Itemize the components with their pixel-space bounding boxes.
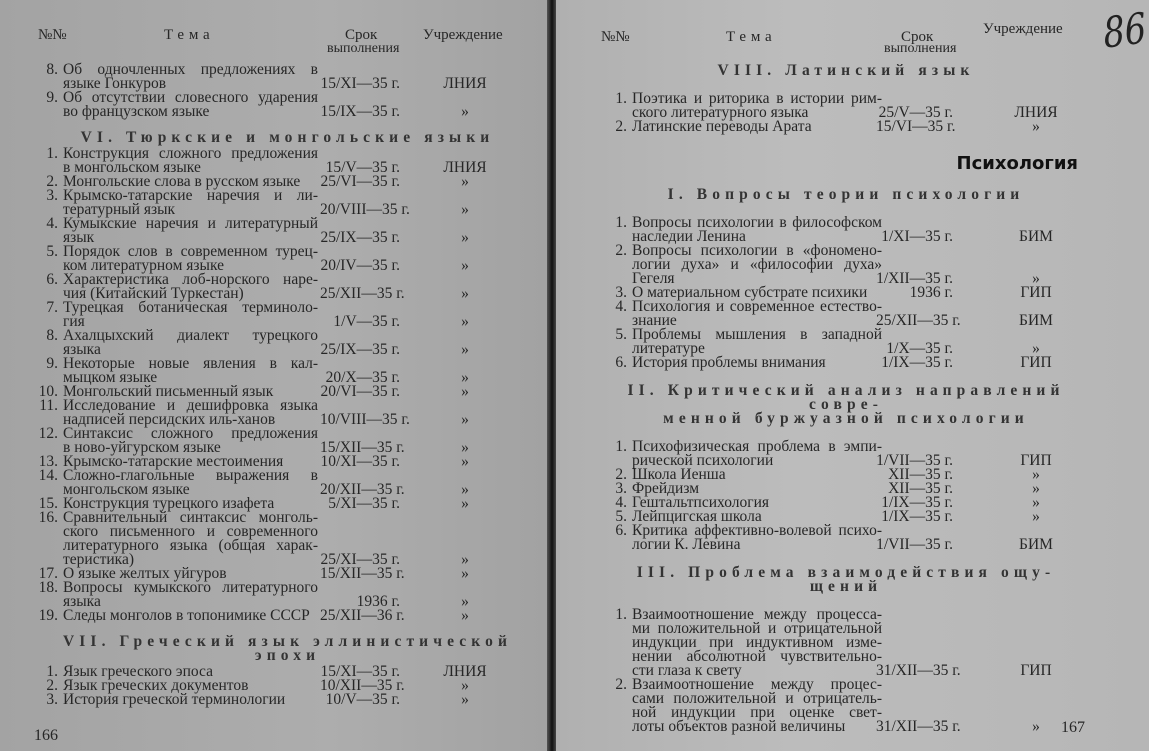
entry-institution: ЛНИЯ: [1014, 104, 1058, 121]
entry-topic-line: Об одночленных предложениях в: [63, 61, 318, 78]
entry-institution: »: [461, 439, 469, 456]
entry-deadline: 1/XII—35 г.: [876, 270, 953, 287]
entry-topic-line: знание: [632, 312, 677, 329]
entry-number: 6.: [46, 271, 58, 288]
entry-topic-line: Язык греческих документов: [63, 677, 249, 694]
entry-institution: »: [461, 453, 469, 470]
entry-number: 2.: [615, 242, 627, 259]
entry-number: 2.: [615, 466, 627, 483]
entry-deadline: 20/VI—35 г.: [320, 383, 400, 400]
topic-entry: [0, 357, 549, 385]
entry-topic: [63, 301, 318, 329]
entry-topic-line: Гегеля: [632, 270, 675, 287]
entry-deadline: 20/X—35 г.: [325, 369, 400, 386]
entry-institution: »: [461, 229, 469, 246]
entry-institution: »: [461, 411, 469, 428]
entry-topic-line: Вопросы психологии в «фономено-: [632, 242, 882, 259]
entry-deadline: 15/V—35 г.: [325, 159, 400, 176]
entry-topic-line: Порядок слов в современном турец-: [63, 243, 318, 260]
entry-topic-line: Синтаксис сложного предложения: [63, 425, 318, 442]
entry-deadline: 15/XII—35 г.: [320, 565, 405, 582]
entry-topic-line: Ахалцыхский диалект турецкого: [63, 327, 318, 344]
section-heading-line: VIII. Латинский язык: [717, 62, 975, 79]
right-page: [556, 0, 1149, 751]
entry-topic-line: Крымско-татарские наречия и ли-: [63, 187, 318, 204]
entry-institution: БИМ: [1019, 228, 1053, 245]
entry-deadline: 1936 г.: [909, 284, 953, 301]
entry-topic-line: в монгольском языке: [63, 159, 201, 176]
entry-topic-line: Монгольский письменный язык: [63, 383, 274, 400]
topic-entry: [0, 511, 549, 567]
entry-topic-line: Характеристика лоб-норского наре-: [63, 271, 318, 288]
entry-deadline: 10/XII—35 г.: [320, 677, 405, 694]
entry-number: 6.: [615, 522, 627, 539]
entry-deadline: 31/XII—35 г.: [876, 718, 961, 735]
entry-institution: »: [461, 551, 469, 568]
entry-number: 17.: [38, 565, 58, 582]
entry-deadline: 20/XII—35 г.: [320, 481, 405, 498]
entry-deadline: 15/XI—35 г.: [320, 75, 400, 92]
entry-deadline: 1/VII—35 г.: [876, 452, 953, 469]
section-heading-line: менной буржуазной психологии: [663, 410, 1029, 427]
entry-number: 18.: [38, 579, 58, 596]
entry-topic: [63, 581, 318, 609]
entry-number: 5.: [615, 508, 627, 525]
topic-entry: [0, 693, 549, 707]
entry-topic-line: Взаимоотношение между процес-: [632, 676, 882, 693]
entry-number: 1.: [615, 606, 627, 623]
entry-institution: »: [461, 495, 469, 512]
entry-topic-line: лоты объектов разной величины: [632, 718, 846, 735]
topic-entry: [0, 581, 549, 609]
topic-entry: [0, 301, 549, 329]
entry-topic: [632, 120, 882, 134]
section-heading: [596, 566, 1096, 594]
entry-topic-line: Фрейдизм: [632, 480, 700, 497]
entry-topic-line: мыцком языке: [63, 369, 158, 386]
entry-number: 1.: [46, 663, 58, 680]
entry-institution: »: [1032, 340, 1040, 357]
entry-institution: »: [461, 201, 469, 218]
section-heading: [596, 188, 1096, 202]
entry-deadline: 15/XI—35 г.: [320, 663, 400, 680]
topic-entry: [0, 147, 549, 175]
entry-deadline: 10/VIII—35 г.: [320, 411, 410, 428]
entry-topic-line: Конструкция сложного предложения: [63, 145, 318, 162]
entry-topic: [63, 147, 318, 175]
entry-number: 1.: [615, 90, 627, 107]
entry-institution: »: [1032, 270, 1040, 287]
entry-topic: [63, 693, 318, 707]
entry-topic-line: О языке желтых уйгуров: [63, 565, 227, 582]
entry-institution: ЛНИЯ: [443, 159, 487, 176]
header-topic: Тема: [726, 29, 777, 45]
page-number: 166: [34, 727, 58, 744]
entry-institution: »: [461, 341, 469, 358]
entry-topic: [63, 357, 318, 385]
entry-topic-line: Латинские переводы Арата: [632, 118, 812, 135]
entry-topic: [63, 91, 318, 119]
entry-number: 10.: [38, 383, 58, 400]
section-heading-line: VI. Тюркские и монгольские языки: [80, 129, 495, 146]
entry-number: 3.: [615, 480, 627, 497]
entry-deadline: 1/IX—35 г.: [881, 494, 953, 511]
topic-entry: [0, 329, 549, 357]
topic-entry: [0, 189, 549, 217]
entry-number: 5.: [615, 326, 627, 343]
topic-entry: [556, 92, 1149, 120]
section-heading: [596, 384, 1096, 426]
left-page: [0, 0, 549, 751]
entry-number: 15.: [38, 495, 58, 512]
entry-institution: »: [1032, 718, 1040, 735]
entry-deadline: 25/XII—35 г.: [320, 285, 405, 302]
entry-topic-line: Поэтика и риторика в истории рим-: [632, 90, 882, 107]
entry-number: 11.: [39, 397, 58, 414]
header-deadline: Срок: [345, 27, 378, 43]
entry-topic: [632, 678, 882, 734]
entry-number: 9.: [46, 355, 58, 372]
entry-institution: ГИП: [1020, 452, 1052, 469]
section-heading-line: эпохи: [254, 647, 321, 664]
section-heading: [60, 131, 515, 145]
entry-topic-line: Гештальтпсихология: [632, 494, 770, 511]
section-heading-line: III. Проблема взаимодействия ощу-: [636, 564, 1056, 581]
header-deadline-2: выполнения: [884, 41, 957, 56]
entry-institution: ГИП: [1020, 354, 1052, 371]
entry-deadline: 5/XI—35 г.: [328, 495, 400, 512]
entry-institution: »: [461, 383, 469, 400]
entry-institution: »: [461, 285, 469, 302]
entry-deadline: 1936 г.: [356, 593, 400, 610]
entry-institution: ЛНИЯ: [443, 75, 487, 92]
entry-number: 6.: [615, 354, 627, 371]
entry-topic-line: Турецкая ботаническая терминоло-: [63, 299, 318, 316]
entry-topic: [632, 244, 882, 286]
section-heading-line: щений: [809, 578, 883, 595]
entry-topic-line: Вопросы кумыкского литературного: [63, 579, 318, 596]
section-title: Психология: [956, 153, 1078, 174]
topic-entry: [0, 245, 549, 273]
entry-number: 8.: [46, 61, 58, 78]
entry-institution: »: [461, 593, 469, 610]
entry-topic: [632, 440, 882, 468]
entry-number: 4.: [615, 298, 627, 315]
topic-entry: [0, 399, 549, 427]
left-page-content: [0, 63, 549, 707]
entry-topic-line: теристика): [63, 551, 134, 568]
entry-topic: [63, 427, 318, 455]
entry-deadline: 10/XI—35 г.: [320, 453, 400, 470]
entry-topic-line: Критика аффективно-волевой психо-: [632, 522, 882, 539]
entry-deadline: 1/V—35 г.: [333, 313, 400, 330]
entry-deadline: 1/IX—35 г.: [881, 508, 953, 525]
entry-deadline: 31/XII—35 г.: [876, 662, 961, 679]
entry-institution: »: [461, 103, 469, 120]
entry-deadline: 25/XII—35 г.: [876, 312, 961, 329]
entry-number: 5.: [46, 243, 58, 260]
section-heading-line: II. Критический анализ направлений совре-: [627, 382, 1065, 413]
entry-deadline: 15/XII—35 г.: [320, 439, 405, 456]
entry-topic-line: Психофизическая проблема в эмпи-: [632, 438, 882, 455]
entry-topic-line: ной индукции при оценке свет-: [632, 704, 882, 721]
entry-topic-line: нении абсолютной чувствительно-: [632, 648, 882, 665]
entry-deadline: 1/VII—35 г.: [876, 536, 953, 553]
entry-topic: [63, 469, 318, 497]
entry-institution: ЛНИЯ: [443, 663, 487, 680]
entry-topic-line: язык: [63, 229, 95, 246]
topic-entry: [556, 608, 1149, 678]
entry-topic-line: Об отсутствии словесного ударения: [63, 89, 318, 106]
topic-entry: [0, 273, 549, 301]
entry-topic: [63, 217, 318, 245]
topic-entry: [556, 328, 1149, 356]
topic-entry: [556, 244, 1149, 286]
section-heading-line: VII. Греческий язык эллинистической: [62, 633, 513, 650]
entry-topic-line: Монгольские слова в русском языке: [63, 173, 301, 190]
entry-number: 1.: [46, 145, 58, 162]
entry-institution: »: [1032, 494, 1040, 511]
entry-topic-line: сами положительной и отрицатель-: [632, 690, 882, 707]
entry-topic-line: в ново-уйгурском языке: [63, 439, 221, 456]
entry-topic: [63, 511, 318, 567]
entry-institution: »: [1032, 118, 1040, 135]
entry-institution: »: [1032, 466, 1040, 483]
entry-topic-line: языке Гонкуров: [63, 75, 167, 92]
entry-topic: [632, 608, 882, 678]
entry-topic-line: О материальном субстрате психики: [632, 284, 868, 301]
entry-deadline: 15/VI—35 г.: [876, 118, 956, 135]
entry-institution: »: [461, 607, 469, 624]
entry-topic-line: Лейпцигская школа: [632, 508, 762, 525]
entry-topic-line: ского литературного языка: [632, 104, 809, 121]
entry-topic-line: чия (Китайский Туркестан): [63, 285, 244, 302]
entry-institution: ГИП: [1020, 662, 1052, 679]
entry-topic-line: Взаимоотношение между процесса-: [632, 606, 882, 623]
entry-topic: [63, 245, 318, 273]
topic-entry: [556, 120, 1149, 134]
topic-entry: [556, 440, 1149, 468]
entry-deadline: 1/IX—35 г.: [881, 354, 953, 371]
entry-number: 3.: [615, 284, 627, 301]
entry-topic-line: Сложно-глагольные выражения в: [63, 467, 318, 484]
header-number: №№: [601, 29, 630, 45]
entry-topic-line: Исследование и дешифровка языка: [63, 397, 318, 414]
entry-topic-line: Сравнительный синтаксис монголь-: [63, 509, 318, 526]
entry-topic-line: сти глаза к свету: [632, 662, 742, 679]
topic-entry: [0, 609, 549, 623]
entry-topic-line: во французском языке: [63, 103, 210, 120]
entry-topic-line: гия: [63, 313, 85, 330]
topic-entry: [0, 427, 549, 455]
topic-entry: [0, 91, 549, 119]
entry-topic-line: ми положительной и отрицательной: [632, 620, 882, 637]
entry-topic-line: индукции при индуктивном изме-: [632, 634, 882, 651]
entry-number: 2.: [615, 676, 627, 693]
entry-topic-line: Проблемы мышления в западной: [632, 326, 882, 343]
entry-deadline: 25/V—35 г.: [878, 104, 953, 121]
entry-topic-line: рической психологии: [632, 452, 774, 469]
topic-entry: [0, 469, 549, 497]
entry-topic-line: Вопросы психологии в философском: [632, 214, 882, 231]
entry-topic-line: Школа Иенша: [632, 466, 726, 483]
entry-number: 8.: [46, 327, 58, 344]
entry-topic: [63, 609, 318, 623]
entry-topic-line: ком литературном языке: [63, 257, 224, 274]
entry-number: 4.: [46, 215, 58, 232]
entry-topic: [632, 92, 882, 120]
handwritten-page-mark: 86: [1101, 3, 1149, 58]
entry-institution: »: [461, 677, 469, 694]
entry-topic: [632, 356, 882, 370]
entry-topic-line: литературе: [632, 340, 705, 357]
entry-deadline: 25/IX—35 г.: [320, 341, 400, 358]
entry-deadline: 15/IX—35 г.: [320, 103, 400, 120]
right-page-content: [556, 60, 1149, 734]
entry-number: 1.: [615, 438, 627, 455]
topic-entry: [556, 356, 1149, 370]
entry-deadline: 25/VI—35 г.: [320, 173, 400, 190]
entry-topic-line: Следы монголов в топонимике СССР: [63, 607, 310, 624]
entry-topic-line: Кумыкские наречия и литературный: [63, 215, 318, 232]
entry-number: 2.: [46, 173, 58, 190]
entry-topic: [63, 63, 318, 91]
entry-institution: »: [461, 369, 469, 386]
entry-topic: [632, 216, 882, 244]
entry-institution: »: [461, 313, 469, 330]
header-deadline: Срок: [901, 29, 934, 45]
topic-entry: [556, 524, 1149, 552]
entry-topic-line: языка: [63, 593, 101, 610]
entry-institution: »: [461, 257, 469, 274]
topic-entry: [0, 63, 549, 91]
header-topic: Тема: [164, 27, 215, 43]
entry-deadline: XII—35 г.: [888, 466, 953, 483]
topic-entry: [556, 300, 1149, 328]
entry-deadline: 1/X—35 г.: [886, 340, 953, 357]
entry-institution: БИМ: [1019, 312, 1053, 329]
entry-deadline: 10/V—35 г.: [325, 691, 400, 708]
entry-topic-line: Некоторые новые явления в кал-: [63, 355, 318, 372]
entry-institution: БИМ: [1019, 536, 1053, 553]
entry-deadline: 20/VIII—35 г.: [320, 201, 410, 218]
entry-topic: [63, 189, 318, 217]
entry-topic-line: Крымско-татарские местоимения: [63, 453, 284, 470]
entry-deadline: 25/XII—36 г.: [320, 607, 405, 624]
entry-number: 2.: [615, 118, 627, 135]
entry-institution: »: [461, 481, 469, 498]
entry-number: 14.: [38, 467, 58, 484]
header-institution: Учреждение: [983, 21, 1063, 37]
entry-institution: »: [1032, 480, 1040, 497]
entry-topic-line: языка: [63, 341, 101, 358]
entry-topic-line: Психология и современное естество-: [632, 298, 882, 315]
section-heading-line: I. Вопросы теории психологии: [667, 186, 1025, 203]
entry-deadline: 20/IV—35 г.: [320, 257, 400, 274]
entry-number: 19.: [38, 607, 58, 624]
header-institution: Учреждение: [423, 27, 503, 43]
entry-topic-line: Конструкция турецкого изафета: [63, 495, 275, 512]
entry-deadline: 25/IX—35 г.: [320, 229, 400, 246]
topic-entry: [0, 217, 549, 245]
entry-topic: [63, 273, 318, 301]
entry-topic-line: надписей персидских иль-ханов: [63, 411, 276, 428]
entry-topic-line: История греческой терминологии: [63, 691, 286, 708]
section-heading: [596, 64, 1096, 78]
page-number: 167: [1061, 719, 1085, 736]
header-number: №№: [38, 27, 67, 43]
entry-number: 7.: [46, 299, 58, 316]
entry-topic: [632, 328, 882, 356]
entry-topic-line: литературного языка (общая харак-: [63, 537, 318, 554]
entry-institution: »: [461, 173, 469, 190]
entry-topic: [63, 329, 318, 357]
entry-number: 1.: [615, 214, 627, 231]
entry-institution: »: [461, 691, 469, 708]
entry-topic-line: История проблемы внимания: [632, 354, 826, 371]
entry-topic: [63, 399, 318, 427]
entry-topic-line: тературный язык: [63, 201, 176, 218]
entry-deadline: XII—35 г.: [888, 480, 953, 497]
entry-number: 12.: [38, 425, 58, 442]
entry-topic-line: логии К. Левина: [632, 536, 741, 553]
entry-number: 2.: [46, 677, 58, 694]
entry-institution: »: [461, 565, 469, 582]
entry-topic: [632, 524, 882, 552]
entry-number: 9.: [46, 89, 58, 106]
entry-number: 13.: [38, 453, 58, 470]
topic-entry: [556, 216, 1149, 244]
header-deadline-2: выполнения: [327, 41, 400, 56]
entry-deadline: 1/XI—35 г.: [881, 228, 953, 245]
entry-topic: [632, 300, 882, 328]
entry-institution: ГИП: [1020, 284, 1052, 301]
entry-topic-line: наследии Ленина: [632, 228, 746, 245]
entry-topic-line: Язык греческого эпоса: [63, 663, 213, 680]
entry-number: 16.: [38, 509, 58, 526]
entry-topic-line: ского письменного и современного: [63, 523, 318, 540]
entry-number: 3.: [46, 691, 58, 708]
section-heading: [60, 635, 515, 663]
entry-topic-line: логии духа» и «философии духа»: [632, 256, 882, 273]
entry-institution: »: [1032, 508, 1040, 525]
entry-deadline: 25/XI—35 г.: [320, 551, 400, 568]
entry-number: 4.: [615, 494, 627, 511]
entry-number: 3.: [46, 187, 58, 204]
entry-topic-line: монгольском языке: [63, 481, 190, 498]
